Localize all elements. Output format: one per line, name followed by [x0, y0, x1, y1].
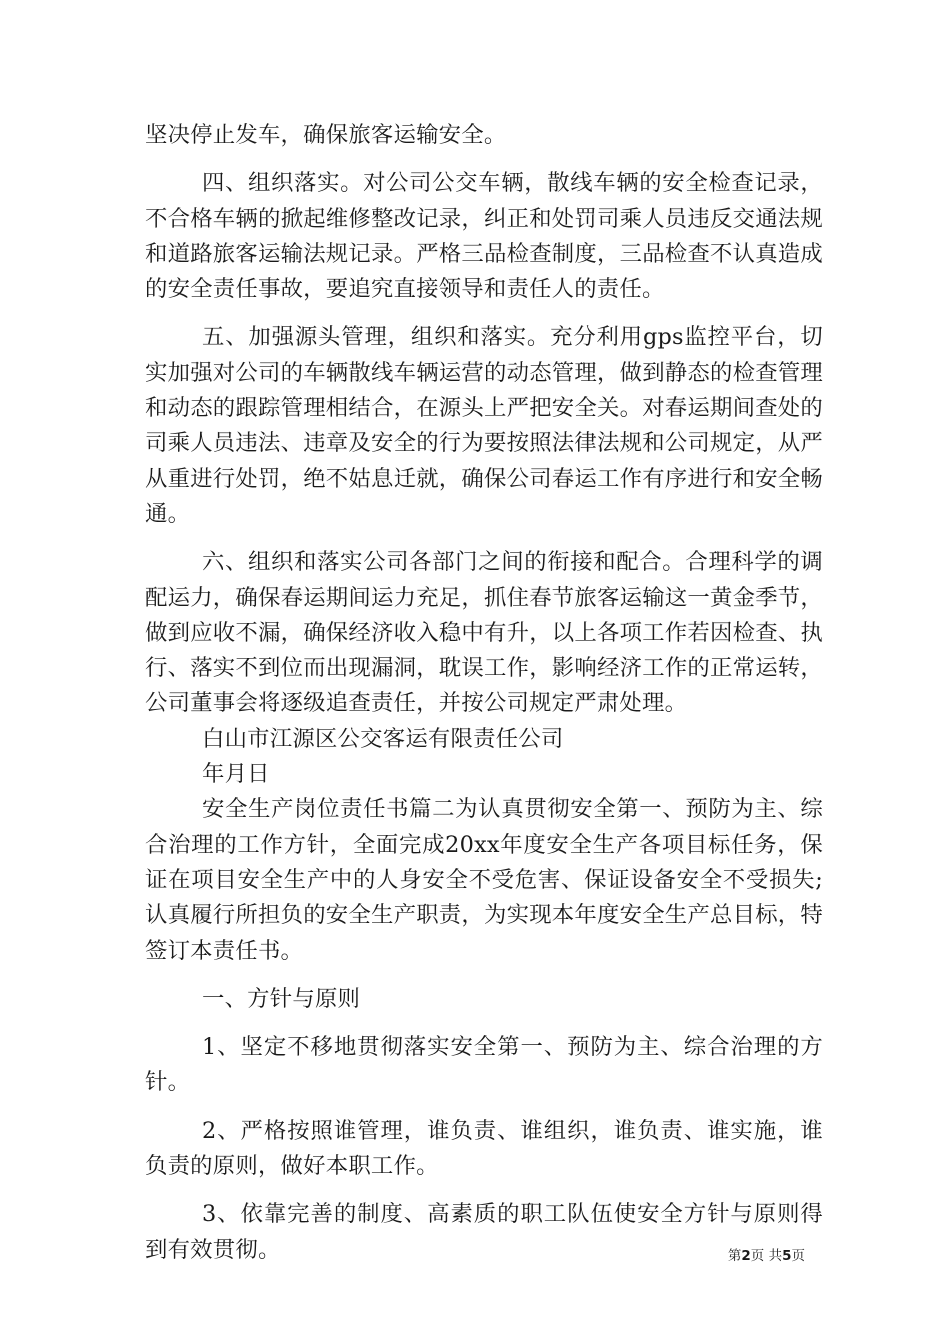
- current-page-number: 2: [741, 1248, 751, 1264]
- paragraph: 安全生产岗位责任书篇二为认真贯彻安全第一、预防为主、综合治理的工作方针，全面完成20xx年度安全生产各项目标任务，保证在项目安全生产中的人身安全不受危害、保证设备安全不受损失;认真履行所担负的安全生产职责，为实现本年度安全生产总目标，特签订本责任书。: [145, 796, 823, 964]
- total-pages-number: 5: [782, 1248, 792, 1264]
- paragraph: 五、加强源头管理，组织和落实。充分利用gps监控平台，切实加强对公司的车辆散线车辆运营的动态管理，做到静态的检查管理和动态的跟踪管理相结合，在源头上严把安全关。对春运期间查处的司乘人员违法、违章及安全的行为要按照法律法规和公司规定，从严从重进行处罚，绝不姑息迁就，确保公司春运工作有序进行和安全畅通。: [145, 324, 823, 527]
- footer-suffix: 页: [791, 1248, 805, 1264]
- list-item: 1、坚定不移地贯彻落实安全第一、预防为主、综合治理的方针。: [145, 1034, 823, 1096]
- footer-prefix: 第: [727, 1248, 742, 1264]
- paragraph: 坚决停止发车，确保旅客运输安全。: [145, 122, 507, 148]
- paragraph-date: 年月日: [202, 761, 270, 788]
- paragraph-company-name: 白山市江源区公交客运有限责任公司: [202, 725, 564, 752]
- list-item: 2、严格按照谁管理，谁负责、谁组织，谁负责、谁实施，谁负责的原则，做好本职工作。: [145, 1117, 823, 1180]
- paragraph: 四、组织落实。对公司公交车辆，散线车辆的安全检查记录，不合格车辆的掀起维修整改记录，纠正和处罚司乘人员违反交通法规和道路旅客运输法规记录。严格三品检查制度，三品检查不认真造成的安全责任事故，要追究直接领导和责任人的责任。: [145, 170, 823, 303]
- page-number-footer: [728, 1244, 805, 1264]
- section-heading: 一、方针与原则: [202, 985, 361, 1012]
- list-item: 3、依靠完善的制度、高素质的职工队伍使安全方针与原则得到有效贯彻。: [145, 1201, 823, 1263]
- paragraph: 六、组织和落实公司各部门之间的衔接和配合。合理科学的调配运力，确保春运期间运力充足，抓住春节旅客运输这一黄金季节，做到应收不漏，确保经济收入稳中有升，以上各项工作若因检查、执行、落实不到位而出现漏洞，耽误工作，影响经济工作的正常运转，公司董事会将逐级追查责任，并按公司规定严肃处理。: [145, 549, 823, 717]
- document-body: [145, 118, 823, 1268]
- footer-middle: 页 共: [750, 1248, 783, 1264]
